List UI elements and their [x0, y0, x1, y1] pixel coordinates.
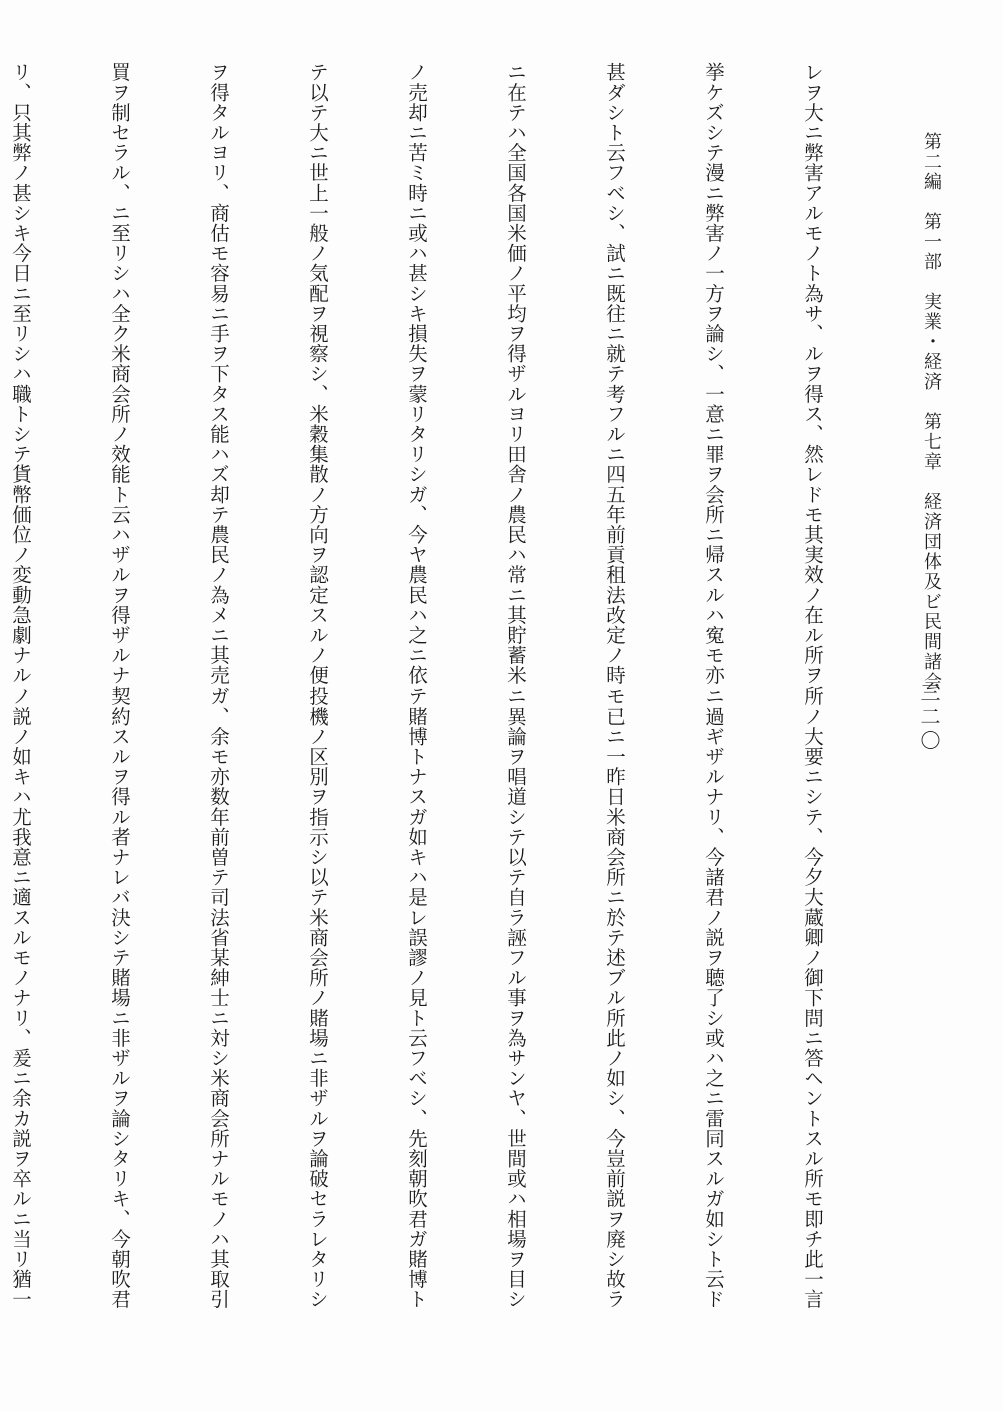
text-column: ノ売却ニ苦ミ時ニ或ハ甚シキ損失ヲ蒙リタリシガ、今ヤ農民ハ之ニ依	[405, 62, 428, 686]
text-column: テ以テ大ニ世上一般ノ気配ヲ視察シ、米穀集散ノ方向ヲ認定スルノ便	[306, 62, 329, 686]
text-column: レヲ大ニ弊害アルモノト為サ、ルヲ得ス、然レドモ其実效ノ在ル所ヲ	[801, 62, 824, 686]
text-column: 挙ケズシテ漫ニ弊害ノ一方ヲ論シ、一意ニ罪ヲ会所ニ帰スルハ寃モ亦	[702, 62, 725, 686]
text-column: 所ノ大要ニシテ、今夕大蔵卿ノ御下問ニ答ヘントスル所モ即チ此一言	[801, 686, 824, 1310]
text-column: リ、只其弊ノ甚シキ今日ニ至リシハ職トシテ貨幣価位ノ変動急劇ナル	[9, 62, 32, 686]
text-block-lower	[9, 686, 895, 1310]
text-column: ニ在テハ全国各国米価ノ平均ヲ得ザルヨリ田舎ノ農民ハ常ニ其貯蓄米	[504, 62, 527, 686]
text-column: テ賭博トナスガ如キハ是レ誤謬ノ見ト云フベシ、先刻朝吹君ガ賭博ト	[405, 686, 428, 1310]
text-column: 買ヲ制セラル、ニ至リシハ全ク米商会所ノ效能ト云ハザルヲ得ザルナ	[108, 62, 131, 686]
text-column: ガ、余モ亦数年前曽テ司法省某紳士ニ対シ米商会所ナルモノハ其取引	[207, 686, 230, 1310]
text-column: ニ異論ヲ唱道シテ以テ自ラ誣フル事ヲ為サンヤ、世間或ハ相場ヲ目シ	[504, 686, 527, 1310]
text-column: 契約スルヲ得ル者ナレバ決シテ賭場ニ非ザルヲ論シタリキ、今朝吹君	[108, 686, 131, 1310]
page-number: 三二〇	[917, 682, 941, 754]
text-column: モ已ニ一昨日米商会所ニ於テ述ブル所此ノ如シ、今豈前説ヲ廃シ故ラ	[603, 686, 626, 1310]
text-column: ヲ得タルヨリ、商估モ容易ニ手ヲ下タス能ハズ却テ農民ノ為メニ其売	[207, 62, 230, 686]
text-column: 甚ダシト云フベシ、試ニ既往ニ就テ考フルニ四五年前貢租法改定ノ時	[603, 62, 626, 686]
text-column: ノ説ノ如キハ尤我意ニ適スルモノナリ、爰ニ余カ説ヲ卒ルニ当リ猶一	[9, 686, 32, 1310]
text-column: 投機ノ区別ヲ指示シ以テ米商会所ノ賭場ニ非ザルヲ論破セラレタリシ	[306, 686, 329, 1310]
text-block-upper	[9, 62, 895, 686]
running-head: 第二編 第一部 実業・経済 第七章 経済団体及ビ民間諸会	[921, 132, 942, 692]
text-column: ニ過ギザルナリ、今諸君ノ説ヲ聴了シ或ハ之ニ雷同スルガ如シト云ド	[702, 686, 725, 1310]
